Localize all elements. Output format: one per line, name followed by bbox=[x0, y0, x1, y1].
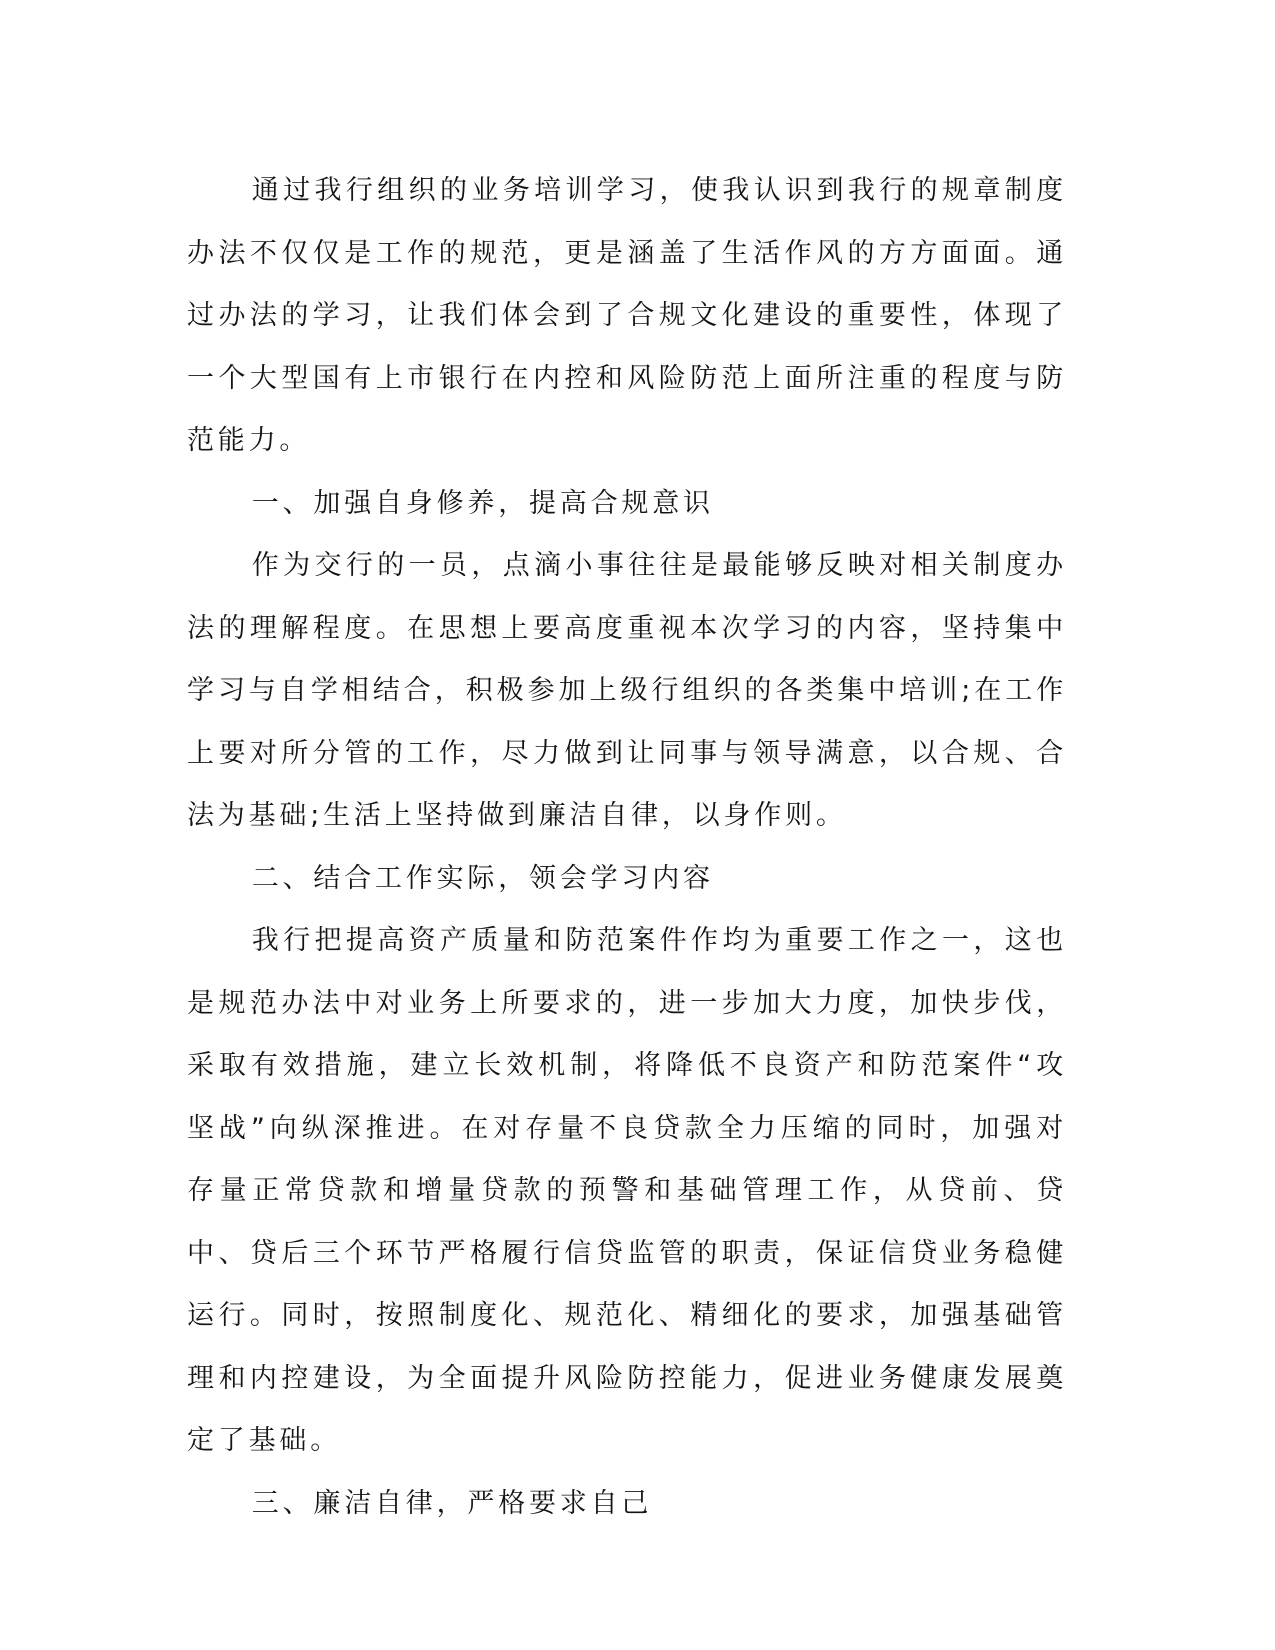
section-heading-1: 一、加强自身修养，提高合规意识 bbox=[251, 487, 714, 519]
section-heading-3: 三、廉洁自律，严格要求自己 bbox=[251, 1487, 653, 1519]
document-body bbox=[187, 160, 1067, 1535]
section-2-paragraph: 我行把提高资产质量和防范案件作均为重要工作之一，这也是规范办法中对业务上所要求的，进一步加大力度，加快步伐，采取有效措施，建立长效机制，将降低不良资产和防范案件“攻坚战”向纵深推进。在对存量不良贷款全力压缩的同时，加强对存量正常贷款和增量贷款的预警和基础管理工作，从贷前、贷中、贷后三个环节严格履行信贷监管的职责，保证信贷业务稳健运行。同时，按照制度化、规范化、精细化的要求，加强基础管理和内控建设，为全面提升风险防控能力，促进业务健康发展奠定了基础。 bbox=[187, 925, 1067, 1456]
section-1-paragraph: 作为交行的一员，点滴小事往往是最能够反映对相关制度办法的理解程度。在思想上要高度重视本次学习的内容，坚持集中学习与自学相结合，积极参加上级行组织的各类集中培训;在工作上要对所分管的工作，尽力做到让同事与领导满意，以合规、合法为基础;生活上坚持做到廉洁自律，以身作则。 bbox=[187, 550, 1067, 831]
section-heading-2: 二、结合工作实际，领会学习内容 bbox=[251, 862, 714, 894]
intro-paragraph: 通过我行组织的业务培训学习，使我认识到我行的规章制度办法不仅仅是工作的规范，更是涵盖了生活作风的方方面面。通过办法的学习，让我们体会到了合规文化建设的重要性，体现了一个大型国有上市银行在内控和风险防范上面所注重的程度与防范能力。 bbox=[187, 175, 1067, 456]
